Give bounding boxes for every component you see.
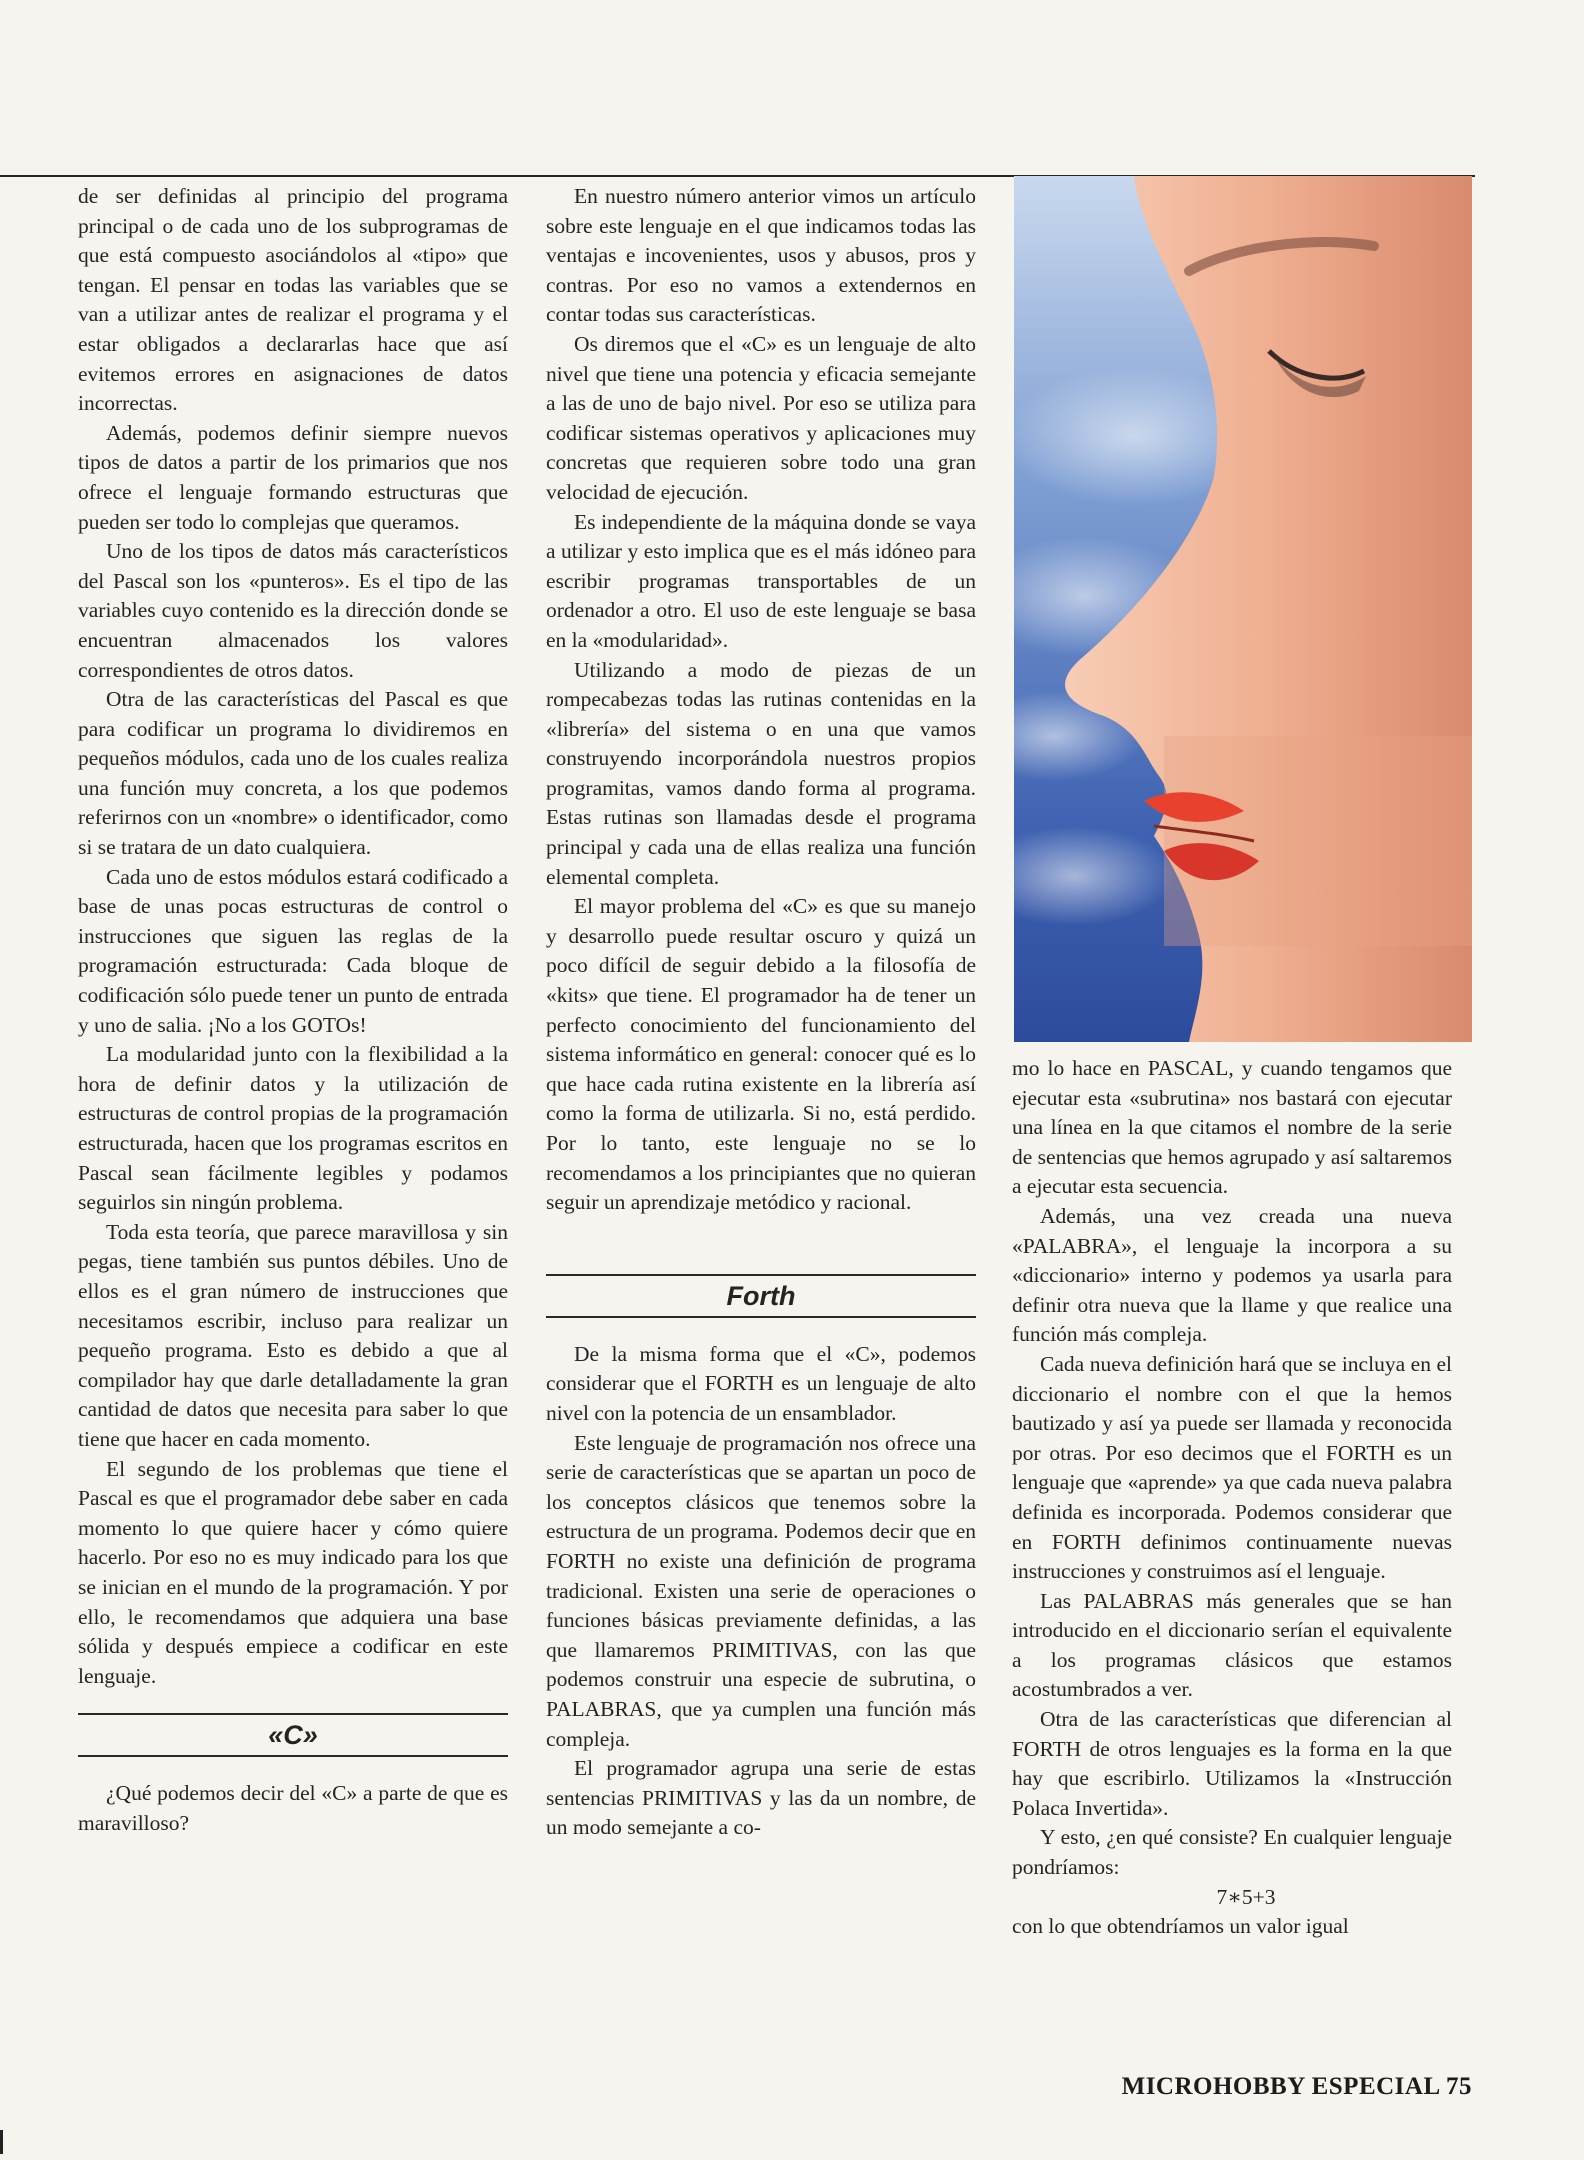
paragraph: Además, una vez creada una nueva «PALABRA», el lenguaje la incorpora a su «diccionario» interno y podemos ya usarla para definir otra nueva que la llame y que realice una función más compleja. [1012, 1203, 1452, 1347]
paragraph: Toda esta teoría, que parece maravillosa y sin pegas, tiene también sus puntos débiles. Uno de ellos es el gran número de instrucciones que necesitamos escribir, incluso para realizar un pequeño programa. Esto es debido a que al compilador hay que darle detalladamente la gran cantidad de datos que necesita para saber lo que tiene que hacer en cada momento. [78, 1219, 508, 1451]
paragraph: La modularidad junto con la flexibilidad a la hora de definir datos y la utilización de estructuras de control propias de la programación estructurada, hacen que los programas escritos en Pascal sean fácilmente legibles y podamos seguirlos sin ningún problema. [78, 1042, 508, 1215]
paragraph: Uno de los tipos de datos más característicos del Pascal son los «punteros». Es el tipo de las variables cuyo contenido es la dirección donde se encuentran almacenados los valores correspondientes de otros datos. [78, 539, 508, 682]
paragraph: Es independiente de la máquina donde se vaya a utilizar y esto implica que es el más idóneo para escribir programas transportables de un ordenador a otro. El uso de este lenguaje se basa en la «modularidad». [546, 509, 976, 652]
paragraph: Además, podemos definir siempre nuevos tipos de datos a partir de los primarios que nos ofrece el lenguaje formando estructuras que pueden ser todo lo complejas que queramos. [78, 420, 508, 534]
paragraph: Y esto, ¿en qué consiste? En cualquier lenguaje pondríamos: [1012, 1825, 1452, 1880]
paragraph: Os diremos que el «C» es un lenguaje de alto nivel que tiene una potencia y eficacia semejante a las de uno de bajo nivel. Por eso se utiliza para codificar sistemas operativos y aplicaciones muy concretas que requieren sobre todo una gran velocidad de ejecución. [546, 331, 976, 504]
paragraph: mo lo hace en PASCAL, y cuando tengamos que ejecutar esta «subrutina» nos bastará con ejecutar una línea en la que citamos el nombre de la serie de sentencias que hemos agrupado y así saltaremos a ejecutar esta secuencia. [1012, 1056, 1453, 1199]
paragraph: El programador agrupa una serie de estas sentencias PRIMITIVAS y las da un nombre, de un modo semejante a co- [546, 1756, 976, 1840]
paragraph: Cada uno de estos módulos estará codificado a base de unas pocas estructuras de control o instrucciones que siguen las reglas de la programación estructurada: Cada bloque de codificación sólo puede tener un punto de entrada y uno de salia. ¡No a los GOTOs! [78, 864, 508, 1037]
paragraph: ¿Qué podemos decir del «C» a parte de que es maravilloso? [78, 1781, 508, 1835]
paragraph: de ser definidas al principio del programa principal o de cada uno de los subprogramas de que está compuesto asociándolos al «tipo» que tengan. El pensar en todas las variables que se van a utilizar antes de realizar el programa y el estar obligados a declararlas hace que así evitemos errores en asignaciones de datos incorrectas. [78, 184, 508, 416]
paragraph: Utilizando a modo de piezas de un rompecabezas todas las rutinas contenidas en la «librería» del sistema o en una que vamos construyendo incorporándola nuestros propios programitas, vamos dando forma al programa. Estas rutinas son llamadas desde el programa principal y cada una de ellas realiza una función elemental completa. [546, 657, 976, 889]
section-heading-forth: Forth [546, 1274, 976, 1318]
page-number: 75 [1446, 2073, 1472, 2100]
formula: 7∗5+3 [1216, 1884, 1276, 1909]
paragraph: El mayor problema del «C» es que su manejo y desarrollo puede resultar oscuro y quizá un poco difícil de seguir debido a la filosofía de «kits» que tiene. El programador ha de tener un perfecto conocimiento del funcionamiento del sistema informático en general: conocer qué es lo que hace cada rutina existente en la librería así como la forma de utilizarla. Si no, está perdido. Por lo tanto, este lenguaje no se lo recomendamos a los principiantes que no quieran seguir un aprendizaje metódico y racional. [546, 894, 976, 1215]
corner-mark [0, 2130, 3, 2154]
page-footer [1122, 2073, 1472, 2101]
section-heading-c: «C» [78, 1713, 508, 1757]
paragraph: con lo que obtendríamos un valor igual [1012, 1914, 1349, 1939]
paragraph: Las PALABRAS más generales que se han introducido en el diccionario serían el equivalente a los programas clásicos que estamos acostumbrados a ver. [1012, 1588, 1452, 1702]
paragraph: El segundo de los problemas que tiene el Pascal es que el programador debe saber en cada momento lo que quiere hacer y cómo quiere hacerlo. Por eso no es muy indicado para los que se inician en el mundo de la programación. Y por ello, le recomendamos que adquiera una base sólida y después empiece a codificar en este lenguaje. [78, 1456, 508, 1688]
column-1 [78, 182, 508, 1838]
paragraph: Otra de las características que diferencian al FORTH de otros lenguajes es la forma en la que hay que escribirlo. Utilizamos la «Instrucción Polaca Invertida». [1012, 1707, 1452, 1820]
paragraph: En nuestro número anterior vimos un artículo sobre este lenguaje en el que indicamos todas las ventajas e incovenientes, usos y abusos, pros y contras. Por eso no vamos a extendernos en contar todas sus características. [546, 184, 976, 327]
paragraph: Cada nueva definición hará que se incluya en el diccionario el nombre con el que la hemos bautizado y así ya puede ser llamada y reconocida por otras. Por eso decimos que el FORTH es un lenguaje que «aprende» ya que cada nueva palabra definida es incorporada. Podemos considerar que en FORTH definimos continuamente nuevas instrucciones y construimos así el lenguaje. [1012, 1351, 1452, 1584]
column-2 [546, 182, 976, 1843]
column-3 [1012, 1054, 1452, 1942]
magazine-name: MICROHOBBY ESPECIAL [1121, 2073, 1440, 2100]
paragraph: De la misma forma que el «C», podemos considerar que el FORTH es un lenguaje de alto nivel con la potencia de un ensamblador. [546, 1341, 976, 1425]
paragraph: Este lenguaje de programación nos ofrece una serie de características que se apartan un poco de los conceptos clásicos que tenemos sobre la estructura de un programa. Podemos decir que en FORTH no existe una definición de programa tradicional. Existen una serie de operaciones o funciones básicas previamente definidas, a las que llamaremos PRIMITIVAS, con las que podemos construir una especie de subrutina, o PALABRAS, que ya cumplen una función más compleja. [546, 1430, 976, 1751]
paragraph: Otra de las características del Pascal es que para codificar un programa lo dividiremos en pequeños módulos, cada uno de los cuales realiza una función muy concreta, a los que podemos referirnos con un «nombre» o identificador, como si se tratara de un dato cualquiera. [78, 687, 508, 860]
face-profile-image [1014, 176, 1472, 1042]
profile-illustration [1014, 176, 1472, 1042]
